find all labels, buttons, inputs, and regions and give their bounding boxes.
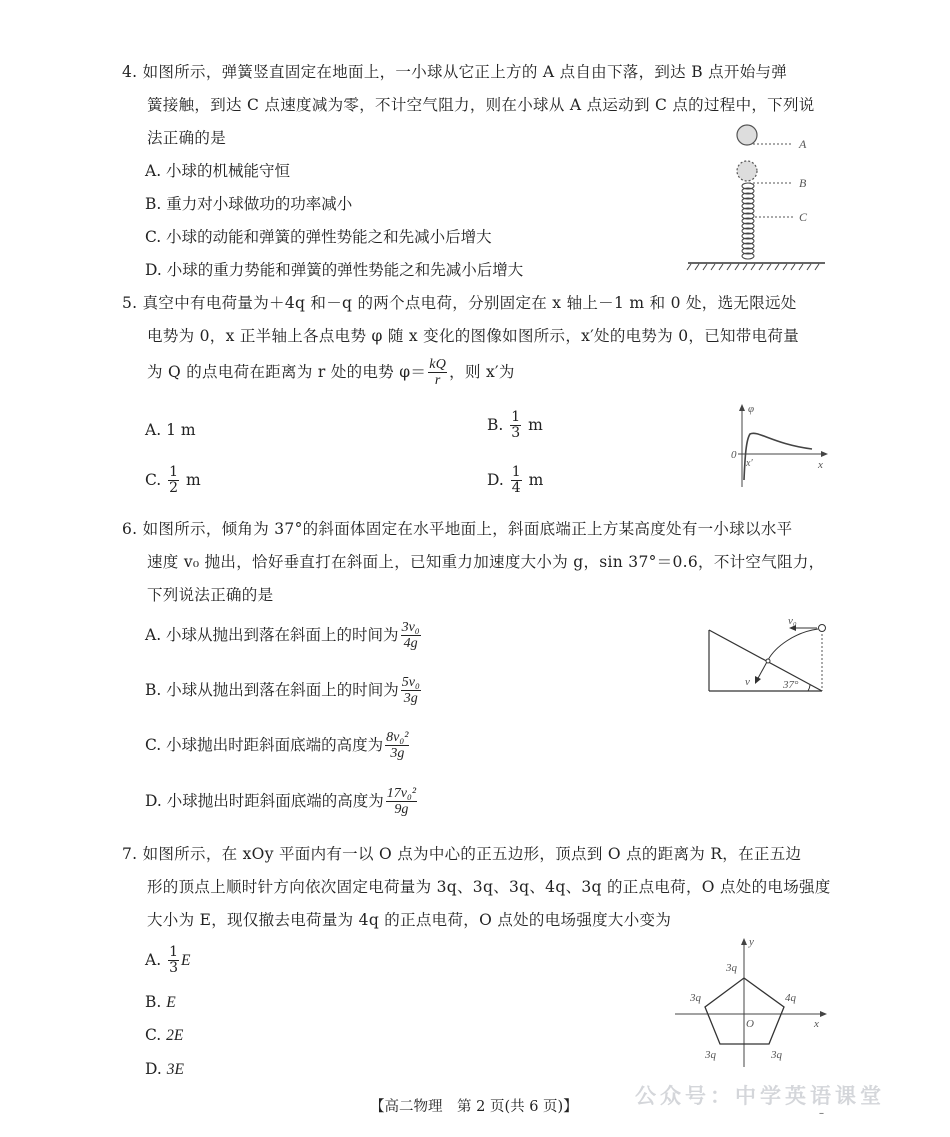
watermark: 公众号：中学英语课堂 [635,1083,885,1108]
svg-text:3q: 3q [690,992,701,1004]
q6-option-a: A. 小球从抛出到落在斜面上的时间为 $\frac{\text{3v₀}}{4g}$ [145,620,420,652]
q4-stem-line-3: 法正确的是 [147,129,227,147]
q7-stem-line-2: 形的顶点上顺时针方向依次固定电荷量为 3q、3q、3q、4q、3q 的正点电荷，O 点处的电场强度 [147,878,831,896]
q4-option-c: C. 小球的动能和弹簧的弹性势能之和先减小后增大 [145,228,492,246]
q7-stem-line-3: 大小为 E，现仅撤去电荷量为 4q 的正点电荷，O 点处的电场强度大小变为 [147,911,672,929]
q5-stem-tail: ，则 x′为 [449,362,515,381]
svg-text:φ: φ [748,403,755,415]
svg-text:0: 0 [731,449,737,461]
svg-text:3q: 3q [771,1049,782,1061]
svg-text:x′: x′ [746,458,753,469]
svg-text:v: v [745,676,750,688]
svg-text:3q: 3q [726,962,737,974]
q6-option-b: B. 小球从抛出到落在斜面上的时间为 $\frac{\text{5v₀}}{3g}$ [145,675,420,707]
q4-option-a: A. 小球的机械能守恒 [145,162,291,180]
q7-option-a: A. $\frac{1}{3}$ E [145,944,191,977]
spring-ball-figure [685,118,830,273]
svg-text:x: x [818,459,823,471]
q4-option-b: B. 重力对小球做功的功率减小 [145,195,353,213]
q5-stem-line-2: 电势为 0，x 正半轴上各点电势 φ 随 x 变化的图像如图所示，x′处的电势为 0，已知带电荷量 [147,327,800,345]
q4-stem-line-2: 簧接触，到达 C 点速度减为零，不计空气阻力，则在小球从 A 点运动到 C 点的过程中，下列说 [147,96,815,114]
q6-stem-line-3: 下列说法正确的是 [147,586,274,604]
q5-option-c: C. $\frac{1}{2}$ m [145,464,201,497]
incline-projectile-figure [705,612,830,697]
svg-text:37°: 37° [783,679,799,691]
page-mark: – [819,1108,824,1119]
potential-formula: $\frac{kQ}{r}$ [429,357,447,389]
q5-option-b: B. $\frac{1}{3}$ m [487,409,543,442]
q7-option-c: C. 2E [145,1026,184,1044]
q5-option-d: D. $\frac{1}{4}$ m [487,464,544,497]
q5-stem-text: 为 Q 的点电荷在距离为 r 处的电势 φ＝ [147,362,427,381]
page-footer: 【高二物理 第 2 页(共 6 页)】 [370,1099,578,1115]
q6-option-c: C. 小球抛出时距斜面底端的高度为 $\frac{\text{8v₀²}}{3g}$ [145,730,409,762]
svg-text:A: A [799,137,807,151]
q5-option-a: A. 1 m [145,421,196,439]
q7-option-b: B. E [145,993,176,1011]
q6-stem-line-2: 速度 v₀ 抛出，恰好垂直打在斜面上，已知重力加速度大小为 g，sin 37°＝0.6，不计空气阻力， [147,553,825,571]
svg-text:B: B [799,176,807,190]
pentagon-charges-figure [672,935,832,1070]
q6-option-d: D. 小球抛出时距斜面底端的高度为 $\frac{\text{17v₀²}}{9g}$ [145,786,417,818]
potential-graph-figure [728,402,833,490]
q5-stem-line-3 [147,357,515,389]
q5-stem-line-1: 5. 真空中有电荷量为＋4q 和－q 的两个点电荷，分别固定在 x 轴上－1 m 和 0 处，选无限远处 [122,294,797,312]
svg-text:x: x [814,1018,819,1030]
q4-option-d: D. 小球的重力势能和弹簧的弹性势能之和先减小后增大 [145,261,524,279]
q6-stem-line-1: 6. 如图所示，倾角为 37°的斜面体固定在水平地面上，斜面底端正上方某高度处有一小球以水平 [122,520,793,538]
q7-stem-line-1: 7. 如图所示，在 xOy 平面内有一以 O 点为中心的正五边形，顶点到 O 点的距离为 R，在正五边 [122,845,802,863]
svg-text:O: O [746,1018,754,1030]
q7-option-d: D. 3E [145,1060,184,1078]
svg-text:3q: 3q [705,1049,716,1061]
svg-text:y: y [749,936,754,948]
svg-text:v₀: v₀ [788,615,797,627]
svg-text:C: C [799,210,808,224]
svg-text:4q: 4q [785,992,796,1004]
q4-stem-line-1: 4. 如图所示，弹簧竖直固定在地面上，一小球从它正上方的 A 点自由下落，到达 B 点开始与弹 [122,63,788,81]
